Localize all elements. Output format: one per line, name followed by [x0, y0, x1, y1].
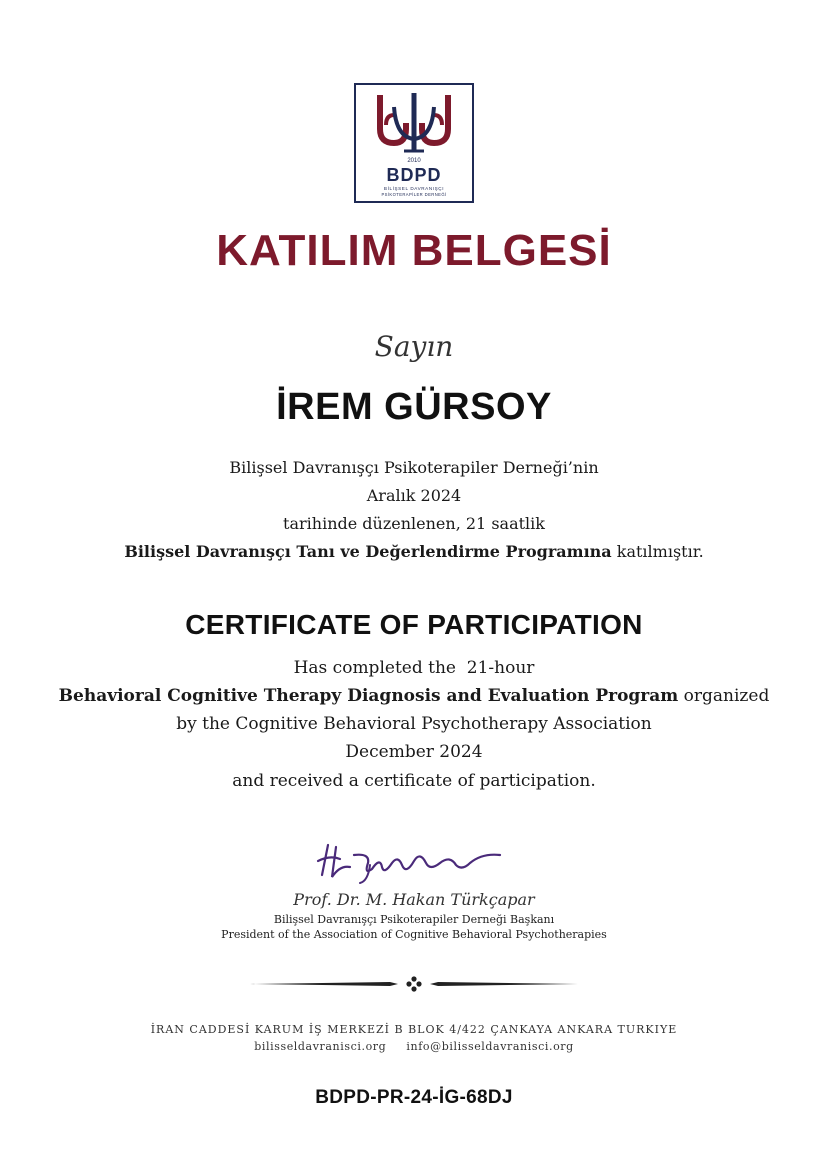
- salutation: Sayın: [374, 330, 454, 363]
- certificate-title-en: CERTIFICATE OF PARTICIPATION: [185, 609, 643, 640]
- email-link[interactable]: info@bilisseldavranisci.org: [406, 1040, 574, 1053]
- tr-text-line3: tarihinde düzenlenen, 21 saatlik: [283, 514, 545, 533]
- recipient-name: İREM GÜRSOY: [276, 386, 552, 428]
- signatory-role-tr: Bilişsel Davranışçı Psikoterapiler Derneği Başkanı: [273, 913, 555, 926]
- en-text-line4: December 2024: [345, 742, 483, 762]
- tr-text-line2: Aralık 2024: [366, 486, 462, 505]
- en-text-line2-rest: organized: [678, 686, 770, 706]
- en-program-name: Behavioral Cognitive Therapy Diagnosis and Evaluation Program: [58, 686, 679, 706]
- ornamental-divider: [250, 974, 578, 994]
- website-link[interactable]: bilisseldavranisci.org: [254, 1040, 387, 1053]
- tr-text-line1: Bilişsel Davranışçı Psikoterapiler Derneği’nin: [229, 458, 599, 477]
- en-text-line1: Has completed the 21-hour: [293, 658, 535, 678]
- tr-text-line4: [0, 542, 828, 561]
- association-logo: [354, 83, 474, 203]
- footer-address: İRAN CADDESİ KARUM İŞ MERKEZİ B BLOK 4/422 ÇANKAYA ANKARA TURKIYE: [150, 1023, 678, 1036]
- fleuron-icon: [406, 976, 421, 991]
- signatory-name: Prof. Dr. M. Hakan Türkçapar: [293, 890, 535, 909]
- logo-text-line2: PSİKOTERAPİLER DERNEĞİ: [381, 192, 447, 197]
- tr-program-name: Bilişsel Davranışçı Tanı ve Değerlendirme Programına: [124, 542, 612, 561]
- logo-year: 2010: [407, 158, 421, 164]
- en-text-line2: [0, 686, 828, 706]
- signatory-role-en: President of the Association of Cognitive Behavioral Psychotherapies: [221, 928, 607, 941]
- certificate-title-tr: KATILIM BELGESİ: [216, 226, 612, 275]
- footer-contact: [0, 1040, 828, 1053]
- signature-image: [310, 835, 520, 885]
- en-text-line5: and received a certificate of participation.: [232, 771, 596, 791]
- logo-abbreviation: BDPD: [386, 165, 442, 185]
- logo-text-line1: BİLİŞSEL DAVRANIŞÇI: [383, 186, 445, 191]
- en-text-line3: by the Cognitive Behavioral Psychotherapy Association: [176, 714, 652, 734]
- tr-text-line4-rest: katılmıştır.: [611, 542, 704, 561]
- certificate-code: BDPD-PR-24-İG-68DJ: [315, 1087, 513, 1108]
